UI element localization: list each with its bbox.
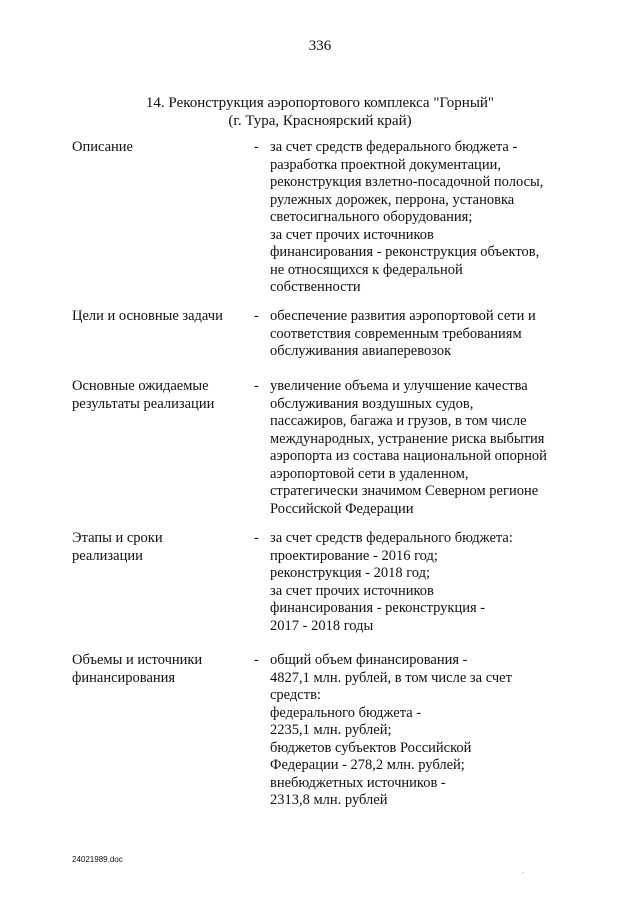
value-line: финансирования - реконструкция объектов, [270, 244, 540, 260]
value-line: увеличение объема и улучшение качества [270, 378, 528, 394]
value-line: обслуживания воздушных судов, [270, 395, 474, 412]
value-line: пассажиров, багажа и грузов, в том числе [270, 413, 527, 429]
row-value [270, 139, 570, 297]
label-line: результаты реализации [72, 395, 215, 412]
footer-filename: 24021989.doc [72, 855, 123, 864]
row-dash: - [254, 308, 259, 324]
value-line: федерального бюджета - [270, 704, 422, 721]
row-label [72, 652, 252, 687]
value-line: за счет средств федерального бюджета - [270, 139, 518, 155]
value-line: 4827,1 млн. рублей, в том числе за счет [270, 669, 512, 686]
value-line: светосигнального оборудования; [270, 209, 473, 225]
row-dash: - [254, 378, 259, 394]
value-line: реконструкция - 2018 год; [270, 565, 431, 581]
row-value [270, 378, 570, 518]
row-label [72, 530, 252, 565]
value-line: бюджетов субъектов Российской [270, 739, 472, 756]
row-dash: - [254, 530, 259, 546]
value-line: международных, устранение риска выбытия [270, 430, 545, 447]
value-line: аэропорта из состава национальной опорной [270, 448, 547, 464]
value-line: собственности [270, 279, 361, 295]
value-line: внебюджетных источников - [270, 774, 446, 791]
row-value [270, 308, 570, 361]
row-label [72, 308, 252, 326]
corner-mark: . [522, 866, 524, 875]
value-line: за счет средств федерального бюджета: [270, 530, 513, 546]
value-line: соответствия современным требованиям [270, 325, 522, 342]
title-line: (г. Тура, Красноярский край) [228, 113, 412, 129]
value-line: обслуживания авиаперевозок [270, 343, 452, 359]
section-title [0, 94, 640, 130]
value-line: 2313,8 млн. рублей [270, 792, 388, 808]
row-label [72, 139, 252, 157]
label-line: Описание [72, 139, 133, 155]
row-value [270, 652, 570, 810]
value-line: стратегически значимом Северном регионе [270, 483, 539, 499]
value-line: проектирование - 2016 год; [270, 547, 438, 564]
value-line: за счет прочих источников [270, 226, 434, 243]
value-line: разработка проектной документации, [270, 156, 501, 173]
row-dash: - [254, 139, 259, 155]
page-number: 336 [308, 38, 332, 54]
row-label [72, 378, 252, 413]
value-line: реконструкция взлетно-посадочной полосы, [270, 174, 544, 190]
value-line: общий объем финансирования - [270, 652, 468, 668]
value-line: аэропортовой сети в удаленном, [270, 465, 469, 482]
value-line: рулежных дорожек, перрона, установка [270, 191, 515, 208]
value-line: Федерации - 278,2 млн. рублей; [270, 757, 465, 773]
value-line: не относящихся к федеральной [270, 261, 463, 278]
label-line: Этапы и сроки [72, 530, 163, 546]
value-line: 2235,1 млн. рублей; [270, 722, 392, 738]
value-line: обеспечение развития аэропортовой сети и [270, 308, 536, 324]
label-line: Объемы и источники [72, 652, 203, 668]
label-line: Цели и основные задачи [72, 308, 223, 324]
value-line: финансирования - реконструкция - [270, 600, 486, 616]
value-line: Российской Федерации [270, 500, 414, 517]
label-line: Основные ожидаемые [72, 378, 209, 394]
row-value [270, 530, 570, 635]
value-line: средств: [270, 687, 321, 703]
value-line: за счет прочих источников [270, 582, 434, 599]
label-line: финансирования [72, 669, 176, 686]
label-line: реализации [72, 547, 143, 564]
value-line: 2017 - 2018 годы [270, 617, 374, 634]
row-dash: - [254, 652, 259, 668]
title-line: 14. Реконструкция аэропортового комплекса "Горный" [145, 95, 495, 111]
